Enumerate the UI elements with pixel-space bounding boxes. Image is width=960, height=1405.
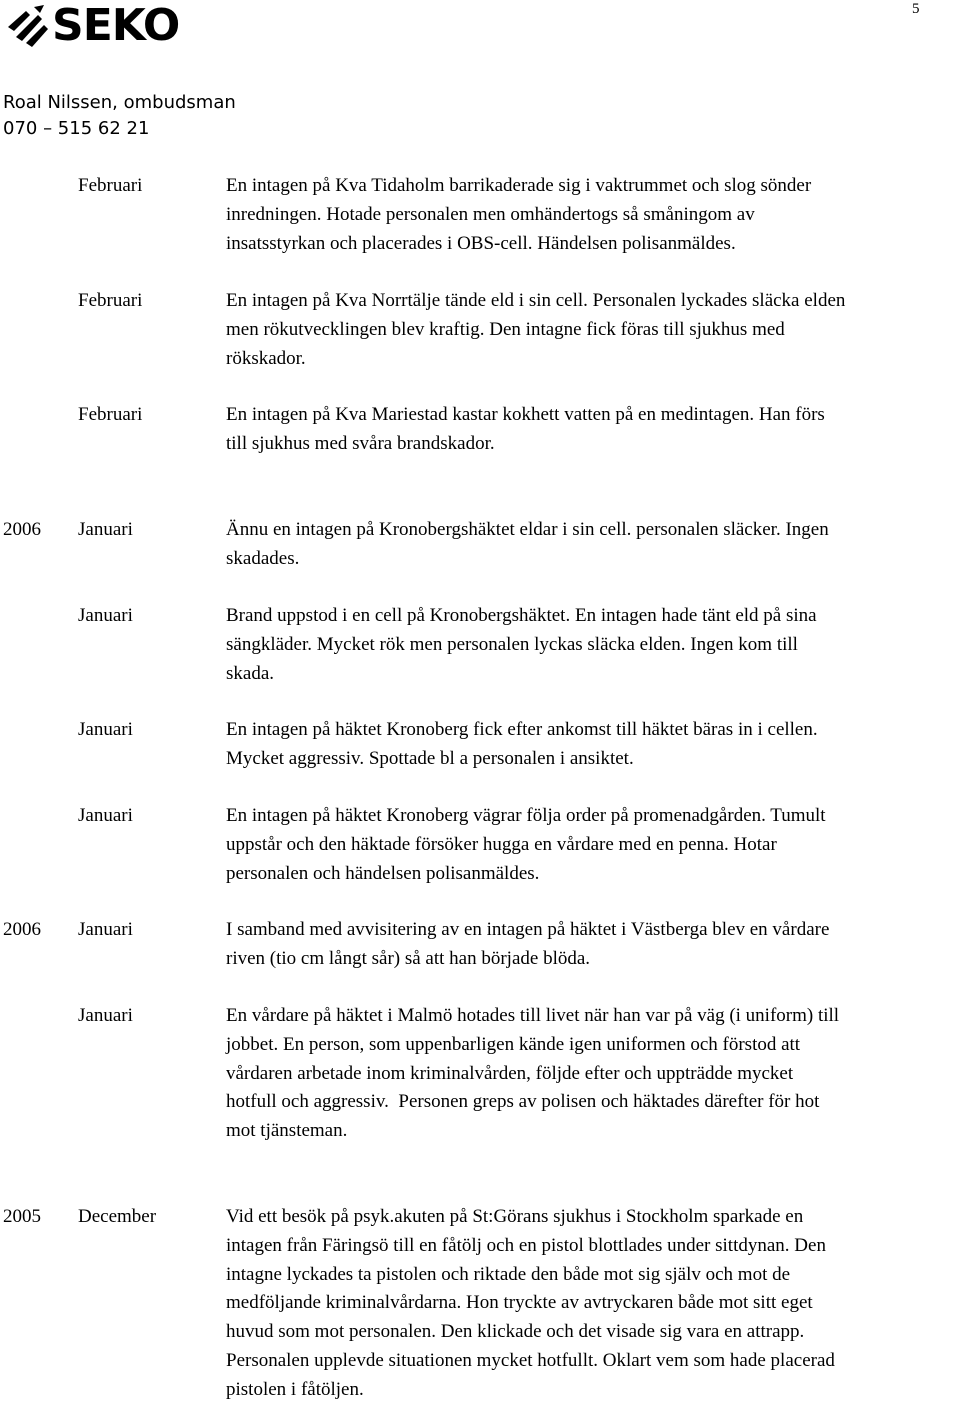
contact-block [3, 90, 236, 142]
entry-text-line: mot tjänsteman. [226, 1120, 348, 1142]
entry-text [226, 401, 960, 459]
entry-text-line: En intagen på Kva Norrtälje tände eld i sin cell. Personalen lyckades släcka elden [226, 290, 846, 311]
entry-text [226, 1002, 960, 1146]
entry-text-line: Brand uppstod i en cell på Kronobergshäktet. En intagen hade tänt eld på sina [226, 605, 817, 626]
entry-text-line: insatsstyrkan och placerades i OBS-cell. Händelsen polisanmäldes. [226, 232, 736, 254]
entry-year: 2005 [3, 1206, 41, 1227]
entry-text [226, 716, 960, 774]
entry-text-line: skada. [226, 662, 275, 684]
seko-bird-logo-icon [4, 3, 50, 49]
entry-month: Januari [78, 519, 133, 540]
entry-month: Februari [78, 290, 143, 311]
contact-phone: 070 – 515 62 21 [3, 118, 150, 139]
entry-text-line: medföljande kriminalvårdarna. Hon tryckte av avtryckaren både mot sitt eget [226, 1292, 813, 1314]
entry-text-line: jobbet. En person, som uppenbarligen kände igen uniformen och förstod att [226, 1033, 801, 1055]
entry-year: 2006 [3, 519, 41, 540]
entry-year: 2006 [3, 919, 41, 940]
contact-name: Roal Nilssen, ombudsman [3, 92, 236, 113]
entry-text-line: En vårdare på häktet i Malmö hotades till livet när han var på väg (i uniform) till [226, 1005, 840, 1026]
entry-text [226, 172, 960, 258]
entry-text-line: inredningen. Hotade personalen men omhändertogs så småningom av [226, 203, 755, 225]
entry-text [226, 802, 960, 888]
entry-text-line: riven (tio cm långt sår) så att han började blöda. [226, 947, 591, 969]
entry-text-line: skadades. [226, 547, 300, 569]
entry-text-line: I samband med avvisitering av en intagen på häktet i Västberga blev en vårdare [226, 919, 830, 940]
entry-text-line: vårdaren arbetade inom kriminalvården, följde efter och uppträdde mycket [226, 1062, 794, 1084]
entry-text-line: men rökutvecklingen blev kraftig. Den intagne fick föras till sjukhus med [226, 318, 785, 340]
entry-text-line: huvud som mot personalen. Den klickade och det visade sig vara en attrapp. [226, 1321, 805, 1343]
entry-text [226, 287, 960, 373]
entry-month: December [78, 1206, 157, 1227]
entry-text [226, 516, 960, 574]
entry-text-line: intagen från Färingsö till en fåtölj och en pistol blottlades under sittdynan. Den [226, 1234, 826, 1256]
entry-text-line: till sjukhus med svåra brandskador. [226, 432, 495, 454]
entry-text [226, 916, 960, 974]
entry-text-line: En intagen på Kva Tidaholm barrikaderade sig i vaktrummet och slog sönder [226, 175, 812, 196]
entry-text [226, 602, 960, 688]
entry-text [226, 1203, 960, 1405]
entry-month: Januari [78, 719, 133, 740]
entry-text-line: rökskador. [226, 347, 306, 369]
entry-text-line: pistolen i fåtöljen. [226, 1378, 364, 1400]
entry-month: Januari [78, 1005, 133, 1026]
entry-text-line: En intagen på häktet Kronoberg fick efter ankomst till häktet bäras in i cellen. [226, 719, 818, 740]
entry-text-line: Vid ett besök på psyk.akuten på St:Görans sjukhus i Stockholm sparkade en [226, 1206, 804, 1227]
entry-text-line: Personalen upplevde situationen mycket hotfullt. Oklart vem som hade placerad [226, 1349, 835, 1371]
entry-text-line: uppstår och den häktade försöker hugga en vårdare med en penna. Hotar [226, 833, 777, 855]
entry-text-line: personalen och händelsen polisanmäldes. [226, 862, 540, 884]
seko-logo [4, 2, 179, 50]
entry-month: Januari [78, 805, 133, 826]
entry-month: Januari [78, 605, 133, 626]
entry-text-line: sängkläder. Mycket rök men personalen lyckas släcka elden. Ingen kom till [226, 633, 798, 655]
entry-month: Februari [78, 175, 143, 196]
logo-text: SEKO [52, 0, 180, 51]
entry-text-line: En intagen på häktet Kronoberg vägrar följa order på promenadgården. Tumult [226, 805, 826, 826]
entry-text-line: hotfull och aggressiv. Personen greps av polisen och häktades därefter för hot [226, 1091, 820, 1113]
entry-text-line: intagne lyckades ta pistolen och riktade den både mot sig själv och mot de [226, 1263, 791, 1285]
entry-text-line: Ännu en intagen på Kronobergshäktet eldar i sin cell. personalen släcker. Ingen [226, 519, 829, 540]
entry-month: Januari [78, 919, 133, 940]
entry-month: Februari [78, 404, 143, 425]
entry-text-line: En intagen på Kva Mariestad kastar kokhett vatten på en medintagen. Han förs [226, 404, 825, 425]
page-number: 5 [912, 1, 920, 17]
entry-text-line: Mycket aggressiv. Spottade bl a personalen i ansiktet. [226, 747, 634, 769]
